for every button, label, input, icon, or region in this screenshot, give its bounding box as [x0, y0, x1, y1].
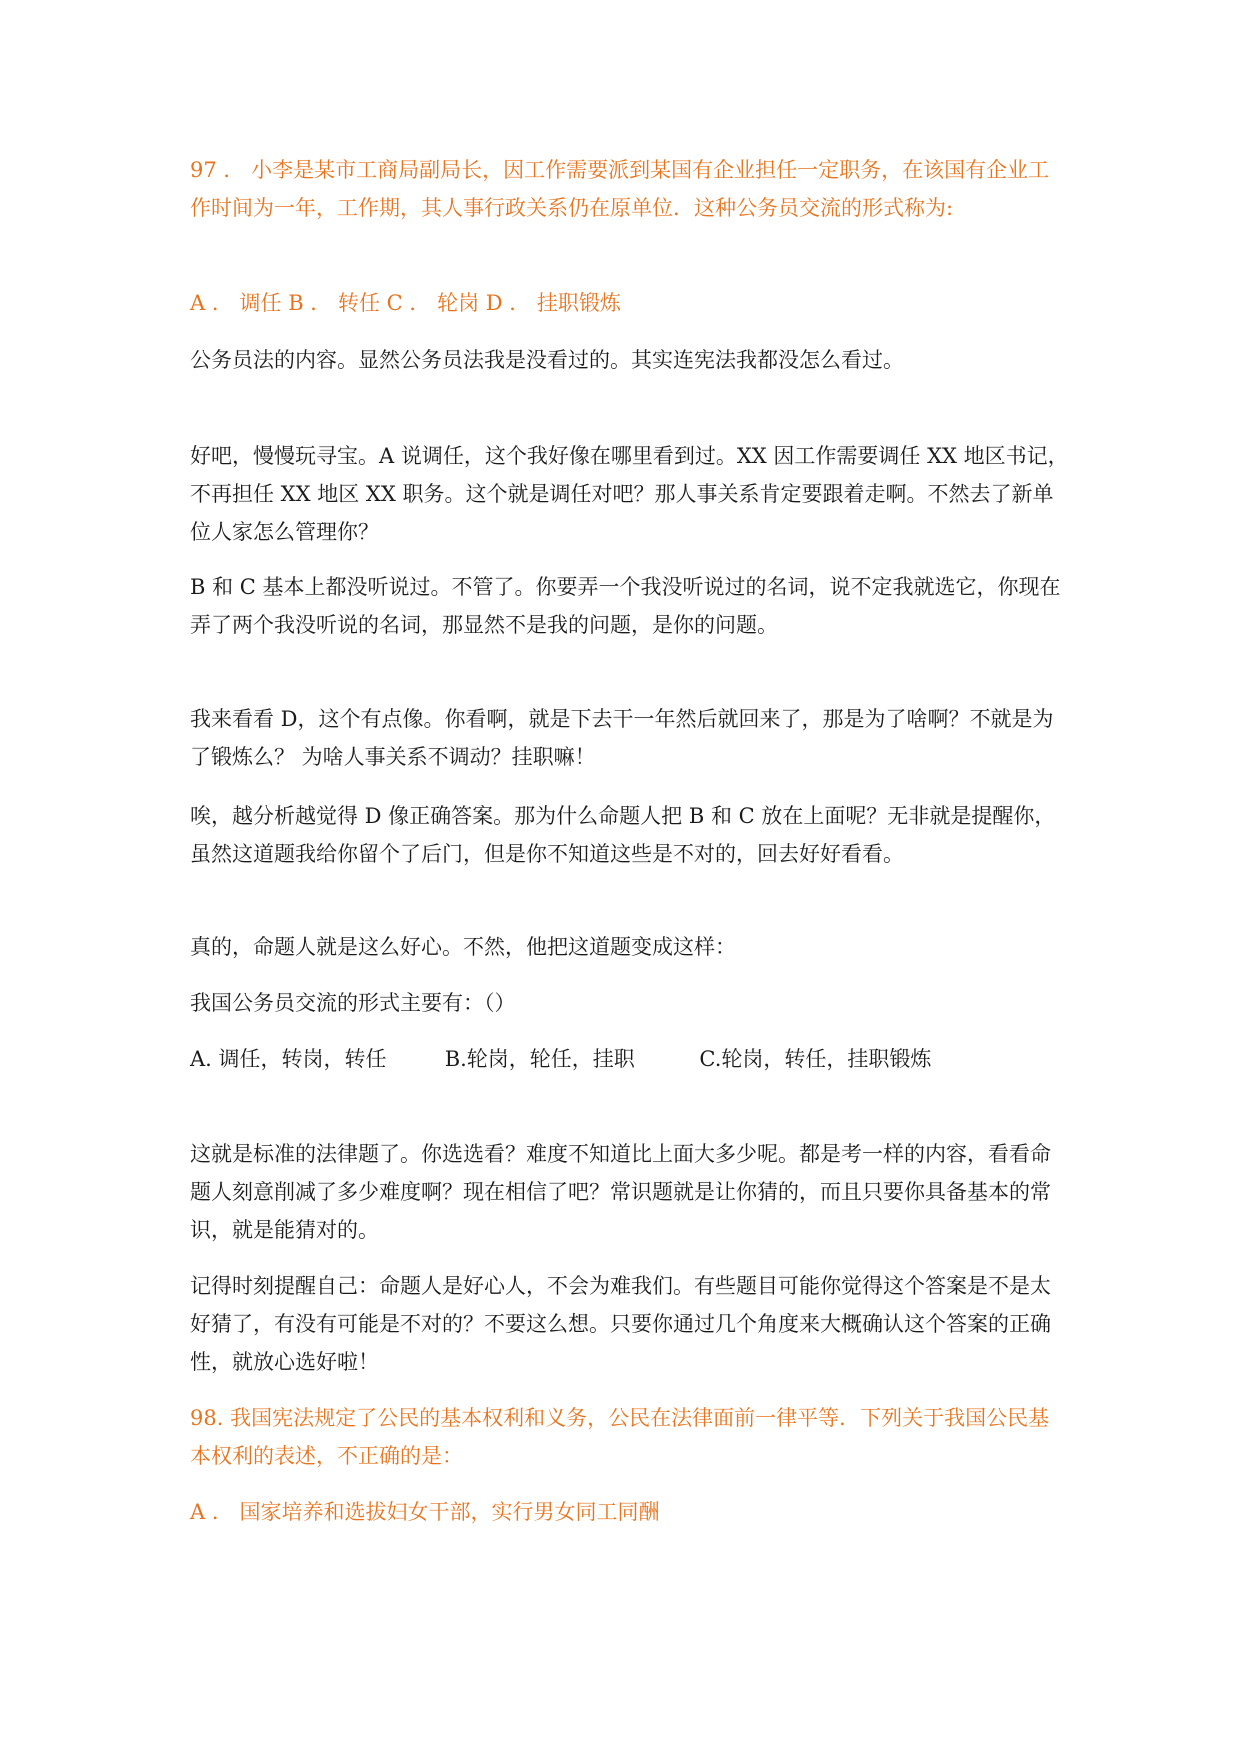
question-97-text: 97 ． 小李是某市工商局副局长，因工作需要派到某国有企业担任一定职务，在该国有企业工作时间为一年，工作期，其人事行政关系仍在原单位．这种公务员交流的形式称为: [190, 158, 1050, 220]
paragraph-2: 好吧，慢慢玩寻宝。A 说调任，这个我好像在哪里看到过。XX 因工作需要调任 XX 地区书记，不再担任 XX 地区 XX 职务。这个就是调任对吧？那人事关系肯定要跟着走啊。不然去了新单位人家怎么管理你？ [190, 444, 1069, 544]
paragraph-9: 记得时刻提醒自己：命题人是好心人，不会为难我们。有些题目可能你觉得这个答案是不是太好猜了，有没有可能是不对的？不要这么想。只要你通过几个角度来大概确认这个答案的正确性，就放心选好啦！ [190, 1274, 1051, 1374]
question-97-options: A ． 调任 B ． 转任 C ． 轮岗 D ． 挂职锻炼 [190, 291, 621, 315]
paragraph-7: 我国公务员交流的形式主要有：（） [190, 991, 516, 1015]
paragraph-5: 唉，越分析越觉得 D 像正确答案。那为什么命题人把 B 和 C 放在上面呢？无非就是提醒你，虽然这道题我给你留个了后门，但是你不知道这些是不对的，回去好好看看。 [190, 804, 1056, 866]
question-98-option-a: A ． 国家培养和选拔妇女干部，实行男女同工同酬 [190, 1500, 660, 1524]
paragraph-4: 我来看看 D，这个有点像。你看啊，就是下去干一年然后就回来了，那是为了啥啊？不就是为了锻炼么？ 为啥人事关系不调动？挂职嘛！ [190, 707, 1054, 769]
paragraph-1: 公务员法的内容。显然公务员法我是没看过的。其实连宪法我都没怎么看过。 [190, 348, 904, 372]
question-98-text: 98. 我国宪法规定了公民的基本权利和义务，公民在法律面前一律平等．下列关于我国公民基本权利的表述，不正确的是： [190, 1406, 1050, 1468]
paragraph-8: 这就是标准的法律题了。你选选看？难度不知道比上面大多少呢。都是考一样的内容，看看命题人刻意削减了多少难度啊？现在相信了吧？常识题就是让你猜的，而且只要你具备基本的常识，就是能猜对的。 [190, 1142, 1051, 1242]
example-option-b: B.轮岗，轮任，挂职 [444, 1047, 635, 1071]
example-option-a: A. 调任，转岗，转任 [190, 1047, 387, 1071]
paragraph-3: B 和 C 基本上都没听说过。不管了。你要弄一个我没听说过的名词，说不定我就选它，你现在弄了两个我没听说的名词，那显然不是我的问题，是你的问题。 [190, 575, 1061, 637]
example-option-c: C.轮岗，转任，挂职锻炼 [699, 1047, 932, 1071]
paragraph-6: 真的，命题人就是这么好心。不然，他把这道题变成这样： [190, 935, 736, 959]
example-options-line [190, 1040, 931, 1078]
